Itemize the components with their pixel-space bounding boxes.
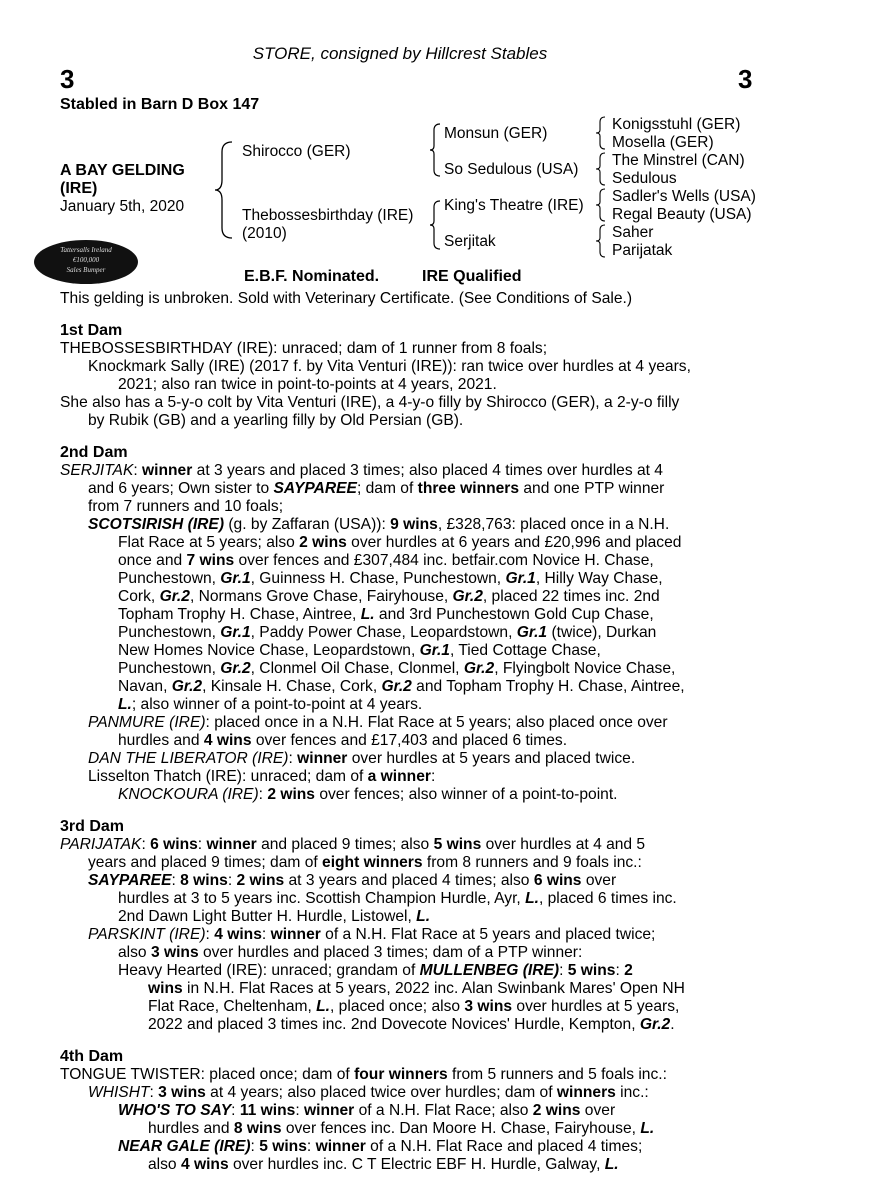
sales-bumper-logo — [34, 240, 138, 284]
fourth-dam-heading: 4th Dam — [60, 1048, 124, 1065]
sayparee-line: hurdles at 3 to 5 years inc. Scottish Champion Hurdle, Ayr, L., placed 6 times inc. — [118, 890, 677, 907]
pedigree-g3-6: Regal Beauty (USA) — [612, 206, 752, 223]
near-gale-line: also 4 wins over hurdles inc. C T Electric EBF H. Hurdle, Galway, L. — [148, 1156, 619, 1173]
scotsirish-line: New Homes Novice Chase, Leopardstown, Gr.1, Tied Cottage Chase, — [118, 642, 601, 659]
dam1-line: Knockmark Sally (IRE) (2017 f. by Vita Venturi (IRE)): ran twice over hurdles at 4 years, — [88, 358, 691, 375]
whos-to-say-line: hurdles and 8 wins over fences inc. Dan Moore H. Chase, Fairyhouse, L. — [148, 1120, 655, 1137]
pedigree-g3-3: The Minstrel (CAN) — [612, 152, 745, 169]
heavy-hearted-line: Flat Race, Cheltenham, L., placed once; also 3 wins over hurdles at 5 years, — [148, 998, 680, 1015]
scotsirish-line: Punchestown, Gr.1, Guinness H. Chase, Punchestown, Gr.1, Hilly Way Chase, — [118, 570, 663, 587]
scotsirish-line: Navan, Gr.2, Kinsale H. Chase, Cork, Gr.2 and Topham Trophy H. Chase, Aintree, — [118, 678, 685, 695]
ire-qualified: IRE Qualified — [422, 268, 522, 285]
pedigree-sire-dam: So Sedulous (USA) — [444, 161, 579, 178]
dam2-line: SERJITAK: winner at 3 years and placed 3 times; also placed 4 times over hurdles at 4 — [60, 462, 663, 479]
parskint-line: also 3 wins over hurdles and placed 3 times; dam of a PTP winner: — [118, 944, 583, 961]
dam1-line: THEBOSSESBIRTHDAY (IRE): unraced; dam of 1 runner from 8 foals; — [60, 340, 548, 357]
dam3-line: PARIJATAK: 6 wins: winner and placed 9 times; also 5 wins over hurdles at 4 and 5 — [60, 836, 646, 853]
pedigree-brace-g3b — [594, 150, 608, 188]
catalogue-body — [60, 290, 860, 1174]
dam2-line: and 6 years; Own sister to SAYPAREE; dam of three winners and one PTP winner — [88, 480, 665, 497]
sale-header-title: STORE, consigned by Hillcrest Stables — [252, 44, 548, 63]
pedigree-dam-dam: Serjitak — [444, 233, 496, 250]
first-dam-heading: 1st Dam — [60, 322, 123, 339]
pedigree-brace-g3c — [594, 186, 608, 224]
pedigree-brace-g3a — [594, 114, 608, 152]
lot-number-right: 3 — [738, 64, 753, 94]
dan-liberator-line: DAN THE LIBERATOR (IRE): winner over hurdles at 5 years and placed twice. — [88, 750, 636, 767]
second-dam-heading: 2nd Dam — [60, 444, 128, 461]
lisselton-line: Lisselton Thatch (IRE): unraced; dam of a winner: — [88, 768, 436, 785]
dam1-line: She also has a 5-y-o colt by Vita Venturi (IRE), a 4-y-o filly by Shirocco (GER), a 2-y-o filly — [60, 394, 680, 411]
pedigree-sire: Shirocco (GER) — [242, 143, 351, 160]
scotsirish-line: Topham Trophy H. Chase, Aintree, L. and 3rd Punchestown Gold Cup Chase, — [118, 606, 654, 623]
barn-location: Stabled in Barn D Box 147 — [60, 96, 260, 113]
whos-to-say-line: WHO'S TO SAY: 11 wins: winner of a N.H. Flat Race; also 2 wins over — [118, 1102, 616, 1119]
scotsirish-line: Cork, Gr.2, Normans Grove Chase, Fairyhouse, Gr.2, placed 22 times inc. 2nd — [118, 588, 660, 605]
logo-line-2: €100,000 — [72, 256, 100, 264]
sayparee-line: SAYPAREE: 8 wins: 2 wins at 3 years and placed 4 times; also 6 wins over — [88, 872, 617, 889]
heavy-hearted-line: Heavy Hearted (IRE): unraced; grandam of MULLENBEG (IRE): 5 wins: 2 — [118, 962, 633, 979]
scotsirish-line: SCOTSIRISH (IRE) (g. by Zaffaran (USA)): 9 wins, £328,763: placed once in a N.H. — [88, 516, 670, 533]
pedigree-g3-4: Sedulous — [612, 170, 677, 187]
near-gale-line: NEAR GALE (IRE): 5 wins: winner of a N.H. Flat Race and placed 4 times; — [118, 1138, 643, 1155]
pedigree-brace-g3d — [594, 222, 608, 260]
scotsirish-line: once and 7 wins over fences and £307,484 inc. betfair.com Novice H. Chase, — [118, 552, 654, 569]
parskint-line: PARSKINT (IRE): 4 wins: winner of a N.H. Flat Race at 5 years and placed twice; — [88, 926, 656, 943]
pedigree-dam-year: (2010) — [242, 225, 287, 242]
sayparee-line: 2nd Dawn Light Butter H. Hurdle, Listowel, L. — [118, 908, 431, 925]
scotsirish-line: Punchestown, Gr.2, Clonmel Oil Chase, Clonmel, Gr.2, Flyingbolt Novice Chase, — [118, 660, 676, 677]
pedigree-g3-8: Parijatak — [612, 242, 673, 259]
pedigree-g3-2: Mosella (GER) — [612, 134, 714, 151]
lot-number-left: 3 — [60, 64, 75, 94]
dam2-line: from 7 runners and 10 foals; — [88, 498, 284, 515]
ebf-nominated: E.B.F. Nominated. — [244, 268, 380, 285]
intro-text: This gelding is unbroken. Sold with Veterinary Certificate. (See Conditions of Sale.) — [60, 290, 633, 307]
pedigree-brace-dam — [428, 198, 444, 252]
pedigree-brace-sire — [428, 120, 444, 180]
dam4-line: TONGUE TWISTER: placed once; dam of four winners from 5 runners and 5 foals inc.: — [60, 1066, 667, 1083]
scotsirish-line: Punchestown, Gr.1, Paddy Power Chase, Leopardstown, Gr.1 (twice), Durkan — [118, 624, 657, 641]
dam3-line: years and placed 9 times; dam of eight winners from 8 runners and 9 foals inc.: — [88, 854, 642, 871]
pedigree-dam: Thebossesbirthday (IRE) — [242, 207, 414, 224]
logo-line-1: Tattersalls Ireland — [60, 246, 112, 254]
third-dam-heading: 3rd Dam — [60, 818, 125, 835]
dam1-line: 2021; also ran twice in point-to-points at 4 years, 2021. — [118, 376, 497, 393]
pedigree-sire-sire: Monsun (GER) — [444, 125, 548, 142]
logo-line-3: Sales Bumper — [66, 266, 106, 274]
pedigree-g3-7: Saher — [612, 224, 654, 241]
horse-description: A BAY GELDING — [60, 162, 185, 179]
whisht-line: WHISHT: 3 wins at 4 years; also placed twice over hurdles; dam of winners inc.: — [88, 1084, 649, 1101]
heavy-hearted-line: 2022 and placed 3 times inc. 2nd Dovecote Novices' Hurdle, Kempton, Gr.2. — [148, 1016, 675, 1033]
heavy-hearted-line: wins in N.H. Flat Races at 5 years, 2022 inc. Alan Swinbank Mares' Open NH — [148, 980, 685, 997]
knockoura-line: KNOCKOURA (IRE): 2 wins over fences; also winner of a point-to-point. — [118, 786, 618, 803]
pedigree-brace-gen1 — [212, 140, 238, 240]
dam1-line: by Rubik (GB) and a yearling filly by Old Persian (GB). — [88, 412, 464, 429]
pedigree-dam-sire: King's Theatre (IRE) — [444, 197, 584, 214]
panmure-line: PANMURE (IRE): placed once in a N.H. Flat Race at 5 years; also placed once over — [88, 714, 668, 731]
scotsirish-line: L.; also winner of a point-to-point at 4 years. — [118, 696, 423, 713]
pedigree-g3-5: Sadler's Wells (USA) — [612, 188, 756, 205]
horse-breeding-country: (IRE) — [60, 180, 98, 197]
scotsirish-line: Flat Race at 5 years; also 2 wins over hurdles at 6 years and £20,996 and placed — [118, 534, 682, 551]
foaling-date: January 5th, 2020 — [60, 198, 185, 215]
pedigree-g3-1: Konigsstuhl (GER) — [612, 116, 741, 133]
panmure-line: hurdles and 4 wins over fences and £17,403 and placed 6 times. — [118, 732, 568, 749]
